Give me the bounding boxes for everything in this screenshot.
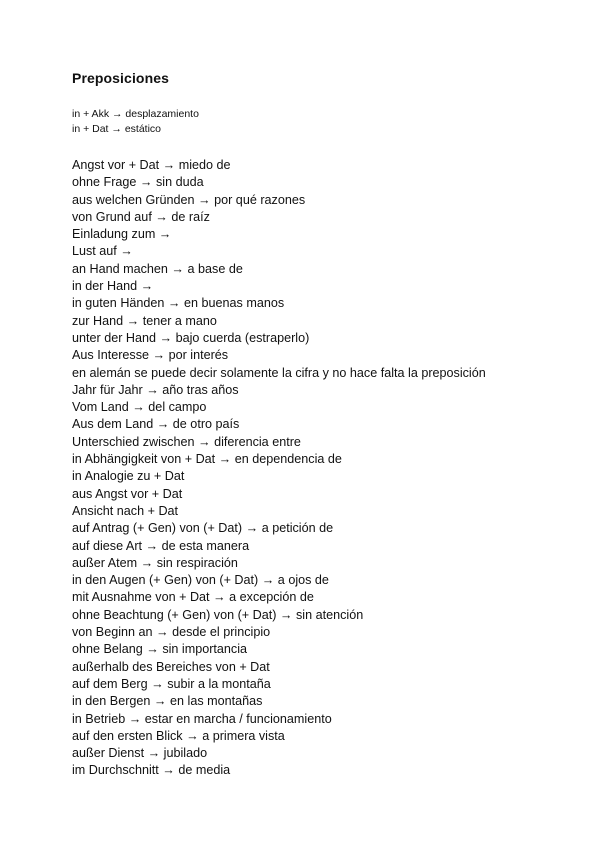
- list-item: von Beginn an → desde el principio: [72, 625, 271, 640]
- list-item: Angst vor + Dat → miedo de: [72, 158, 231, 172]
- list-item: ohne Frage → sin duda: [72, 175, 204, 190]
- list-item: in guten Händen → en buenas manos: [72, 296, 285, 311]
- document-content: [72, 70, 592, 780]
- list-item: ohne Beachtung (+ Gen) von (+ Dat) → sin atención: [72, 607, 364, 622]
- list-item: in den Augen (+ Gen) von (+ Dat) → a ojos de: [72, 573, 329, 588]
- list-item: Ansicht nach + Dat: [72, 503, 179, 518]
- list-item: in den Bergen → en las montañas: [72, 694, 263, 709]
- preposition-list: [72, 157, 592, 780]
- list-item: an Hand machen → a base de: [72, 261, 243, 276]
- page-title: Preposiciones: [72, 70, 170, 86]
- list-item: mit Ausnahme von + Dat → a excepción de: [72, 590, 314, 605]
- list-item: in Betrieb → estar en marcha / funcionamiento: [72, 711, 332, 726]
- list-item: aus Angst vor + Dat: [72, 486, 183, 501]
- list-item: Aus dem Land → de otro país: [72, 417, 240, 432]
- list-item: auf dem Berg → subir a la montaña: [72, 676, 271, 691]
- list-item: außer Dienst → jubilado: [72, 746, 208, 761]
- list-item: Einladung zum →: [72, 227, 172, 242]
- list-item: auf den ersten Blick → a primera vista: [72, 728, 285, 743]
- list-item: außer Atem → sin respiración: [72, 555, 238, 570]
- list-item: Vom Land → del campo: [72, 400, 207, 415]
- list-item: en alemán se puede decir solamente la cifra y no hace falta la preposición: [72, 365, 486, 380]
- list-item: in Abhängigkeit von + Dat → en dependencia de: [72, 452, 342, 467]
- note-line: in + Dat → estático: [72, 123, 161, 135]
- list-item: ohne Belang → sin importancia: [72, 642, 248, 657]
- list-item: Jahr für Jahr → año tras años: [72, 382, 239, 397]
- list-item: außerhalb des Bereiches von + Dat: [72, 659, 270, 674]
- grammar-notes: [72, 107, 592, 137]
- list-item: Aus Interesse → por interés: [72, 348, 229, 363]
- list-item: in der Hand →: [72, 279, 154, 294]
- list-item: zur Hand → tener a mano: [72, 313, 217, 328]
- list-item: auf Antrag (+ Gen) von (+ Dat) → a petición de: [72, 521, 334, 536]
- list-item: von Grund auf → de raíz: [72, 209, 210, 224]
- list-item: auf diese Art → de esta manera: [72, 538, 250, 553]
- note-line: in + Akk → desplazamiento: [72, 108, 199, 120]
- list-item: im Durchschnitt → de media: [72, 763, 231, 778]
- list-item: in Analogie zu + Dat: [72, 469, 185, 484]
- list-item: unter der Hand → bajo cuerda (estraperlo): [72, 330, 310, 345]
- list-item: Unterschied zwischen → diferencia entre: [72, 434, 301, 449]
- list-item: aus welchen Gründen → por qué razones: [72, 192, 306, 207]
- list-item: Lust auf →: [72, 244, 133, 259]
